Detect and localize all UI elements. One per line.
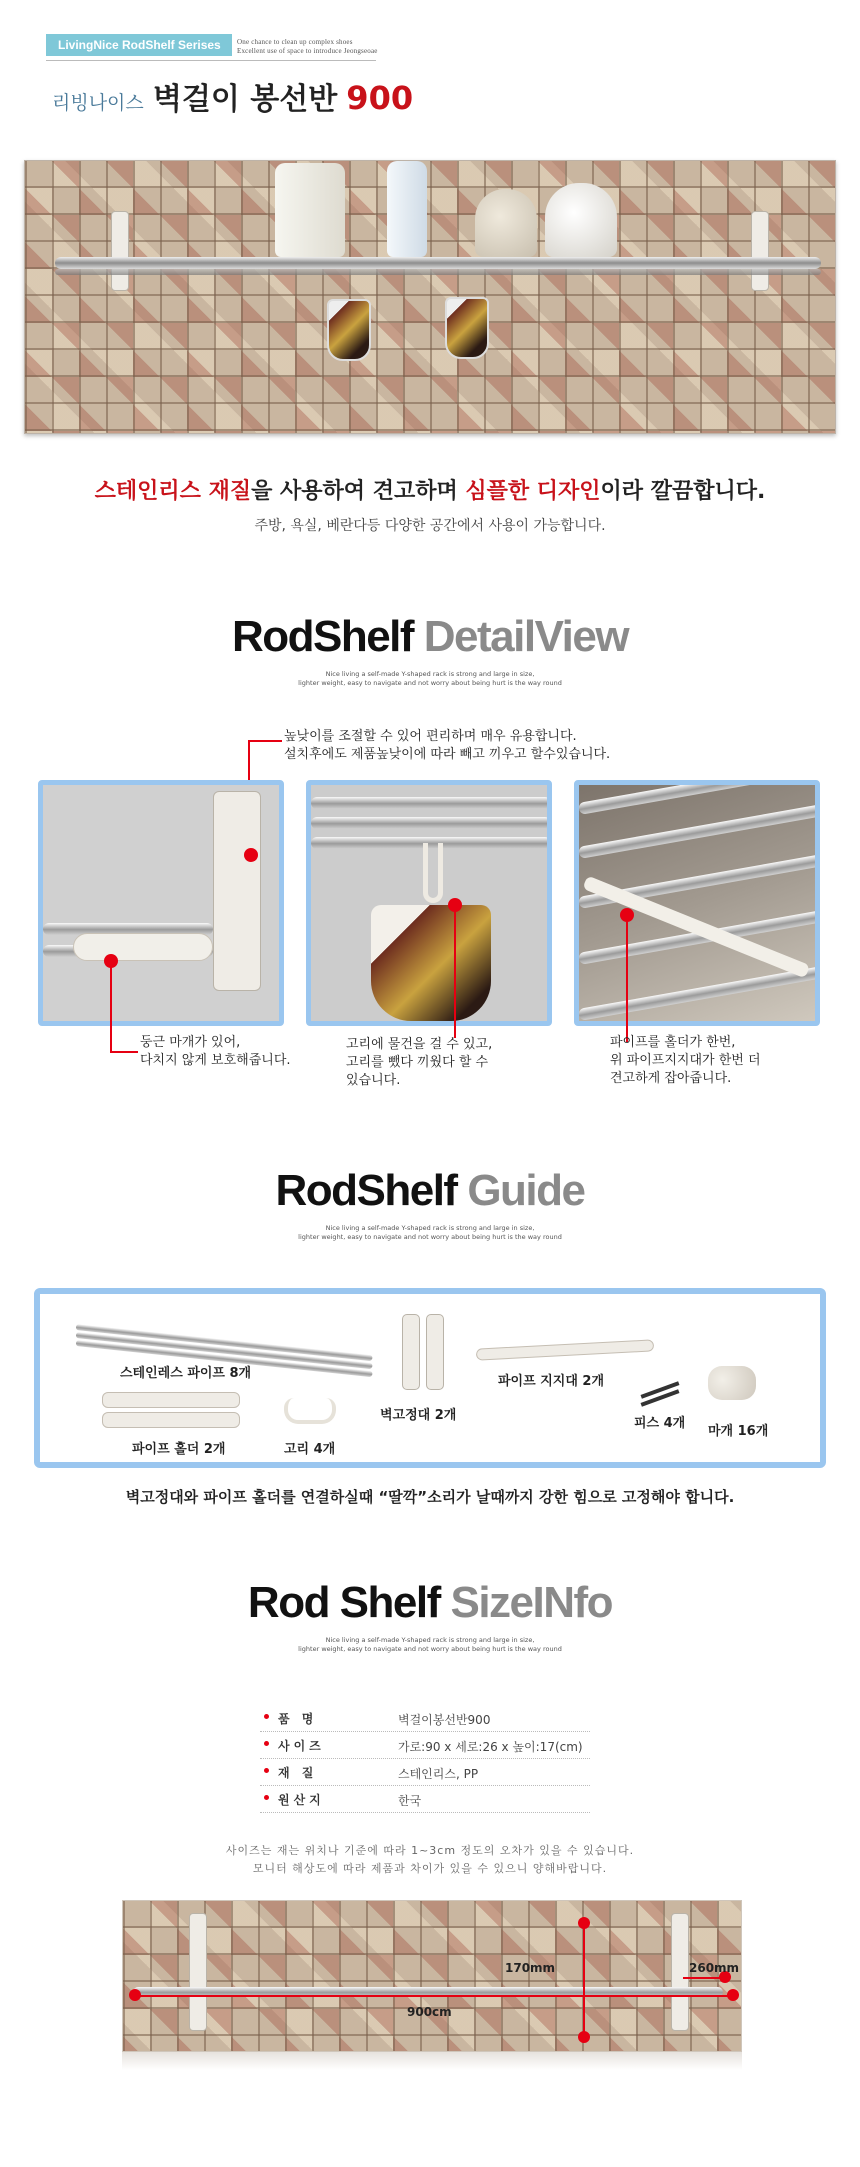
spec-key: 품 명 [278, 1712, 318, 1726]
product-title [52, 74, 413, 118]
leader-line-top-h [248, 740, 282, 742]
hero-product-photo [24, 160, 836, 434]
detail-view-subtext [0, 670, 860, 688]
size-info-subtext-line-2: lighter weight, easy to navigate and not worry about being hurt is the way round [298, 1645, 562, 1653]
product-name: 벽걸이 봉선반 [152, 82, 338, 117]
guide-subtext [0, 1224, 860, 1242]
part-label-wall-bracket: 벽고정대 2개 [380, 1408, 457, 1423]
hero-mug-1 [327, 299, 371, 361]
part-hook-graphic [284, 1398, 336, 1424]
spec-key: 원산지 [278, 1793, 325, 1807]
size-bracket-left [189, 1913, 207, 2031]
guide-subtext-line-1: Nice living a self-made Y-shaped rack is strong and large in size, [325, 1224, 535, 1232]
detail-2-pipe-1 [311, 797, 551, 809]
callout-hook-line-2: 고리를 뺐다 끼웠다 할 수 [346, 1055, 489, 1070]
part-cap-graphic [708, 1366, 756, 1400]
callout-dot-height [244, 848, 258, 862]
guide-heading-dark: RodShelf [275, 1166, 468, 1215]
leader-line-cap-v [110, 962, 112, 1052]
detail-photo-pipe-holder [574, 780, 820, 1026]
header-divider [46, 60, 376, 61]
detail-view-subtext-line-1: Nice living a self-made Y-shaped rack is strong and large in size, [325, 670, 535, 678]
guide-install-note: 벽고정대와 파이프 홀더를 연결하실때 “딸깍”소리가 날때까지 강한 힘으로 고정해야 합니다. [125, 1488, 735, 1506]
leader-line-pipe-holder [626, 916, 628, 1042]
dim-dot-height-bottom [578, 2031, 590, 2043]
part-wall-bracket-graphic-2 [426, 1314, 444, 1390]
sub-tagline: 주방, 욕실, 베란다등 다양한 공간에서 사용이 가능합니다. [254, 518, 606, 534]
hero-towel-2 [545, 183, 617, 257]
guide-heading [0, 1166, 860, 1216]
spec-row-origin [260, 1787, 590, 1813]
part-pipe-holder-graphic-1 [102, 1392, 240, 1408]
dim-line-width [137, 1995, 733, 1997]
dim-label-width: 900cm [407, 2005, 452, 2019]
detail-2-mug [371, 905, 491, 1021]
spec-key: 재 질 [278, 1766, 318, 1780]
part-label-pipe: 스테인레스 파이프 8개 [120, 1366, 252, 1381]
part-wall-bracket-graphic-1 [402, 1314, 420, 1390]
size-dimension-photo [122, 1900, 742, 2052]
callout-pipe-holder-line-2: 위 파이프지지대가 한번 더 [610, 1053, 761, 1068]
callout-height-adjust-line-2: 설치후에도 제품높낮이에 따라 빼고 끼우고 할수있습니다. [284, 747, 611, 762]
part-label-cap: 마개 16개 [708, 1424, 769, 1439]
callout-hook [346, 1036, 492, 1090]
size-note-line-2: 모니터 해상도에 따라 제품과 차이가 있을 수 있으니 양해바랍니다. [252, 1862, 608, 1875]
tagline-text-1: 을 사용하여 견고하며 [251, 479, 466, 504]
spec-bullet [264, 1714, 269, 1719]
part-label-pipe-support: 파이프 지지대 2개 [498, 1374, 605, 1389]
main-tagline [0, 474, 860, 505]
hero-mug-2 [445, 297, 489, 359]
hero-shelf-rail [55, 257, 821, 269]
spec-bullet [264, 1795, 269, 1800]
spec-row-size [260, 1733, 590, 1759]
slogan-line-1: One chance to clean up complex shoes [237, 38, 353, 46]
spec-value: 가로:90 x 세로:26 x 높이:17(cm) [398, 1740, 583, 1754]
part-pipe-support-graphic [476, 1339, 654, 1360]
brand-slogan [237, 38, 378, 56]
spec-key: 사이즈 [278, 1739, 325, 1753]
detail-photo-bracket [38, 780, 284, 1026]
hero-towel-1 [475, 189, 537, 257]
guide-subtext-line-2: lighter weight, easy to navigate and not worry about being hurt is the way round [298, 1233, 562, 1241]
dim-line-height [583, 1923, 585, 2037]
callout-cap-line-1: 둥근 마개가 있어, [140, 1035, 241, 1050]
spec-row-material [260, 1760, 590, 1786]
part-pipe-holder-graphic-2 [102, 1412, 240, 1428]
callout-height-adjust-line-1: 높낮이를 조절할 수 있어 편리하며 매우 유용합니다. [284, 729, 577, 744]
tagline-text-2: 이라 깔끔합니다. [600, 479, 766, 504]
detail-photo-hook [306, 780, 552, 1026]
callout-pipe-holder [610, 1034, 761, 1088]
callout-cap [140, 1034, 291, 1070]
dim-dot-height-top [578, 1917, 590, 1929]
callout-hook-line-3: 있습니다. [346, 1073, 401, 1088]
callout-height-adjust [284, 728, 610, 764]
detail-1-pipe-holder [73, 933, 213, 961]
callout-hook-line-1: 고리에 물건을 걸 수 있고, [346, 1037, 493, 1052]
size-info-heading-dark: Rod Shelf [247, 1578, 451, 1627]
product-model: 900 [346, 79, 414, 117]
dim-label-depth: 260mm [689, 1961, 740, 1975]
detail-1-wall-bracket [213, 791, 261, 991]
size-info-heading-grey: SizeINfo [450, 1578, 613, 1627]
detail-view-subtext-line-2: lighter weight, easy to navigate and not worry about being hurt is the way round [298, 679, 562, 687]
spec-bullet [264, 1768, 269, 1773]
part-label-screw: 피스 4개 [634, 1416, 686, 1431]
tagline-highlight-material: 스테인리스 재질 [94, 479, 252, 504]
slogan-line-2: Excellent use of space to introduce Jeongseoae [237, 47, 378, 55]
leader-line-cap-h [110, 1051, 138, 1053]
brand-name: 리빙나이스 [52, 92, 144, 114]
size-photo-reflection [122, 2052, 742, 2070]
hero-spray-bottle [387, 161, 427, 257]
size-info-subtext [0, 1636, 860, 1654]
hero-wall-bracket-left [111, 211, 129, 291]
detail-view-heading [0, 612, 860, 662]
size-bracket-right [671, 1913, 689, 2031]
spec-row-name [260, 1706, 590, 1732]
detail-view-heading-dark: RodShelf [231, 612, 424, 661]
spec-value: 벽걸이봉선반900 [398, 1713, 491, 1727]
hero-detergent-bottle [275, 163, 345, 257]
guide-parts-panel [34, 1288, 826, 1468]
spec-value: 스테인리스, PP [398, 1767, 479, 1781]
dim-label-height: 170mm [505, 1961, 556, 1975]
part-label-hook: 고리 4개 [284, 1442, 336, 1457]
callout-pipe-holder-line-1: 파이프를 홀더가 한번, [610, 1035, 736, 1050]
spec-value: 한국 [398, 1794, 422, 1808]
detail-view-heading-grey: DetailView [423, 612, 629, 661]
hero-wall-bracket-right [751, 211, 769, 291]
size-note-line-1: 사이즈는 재는 위치나 기준에 따라 1~3cm 정도의 오차가 있을 수 있습니다. [225, 1844, 635, 1857]
brand-badge: LivingNice RodShelf Serises [46, 34, 232, 56]
hero-shelf-rail-lower [55, 269, 821, 275]
size-info-subtext-line-1: Nice living a self-made Y-shaped rack is strong and large in size, [325, 1636, 535, 1644]
dim-dot-width-left [129, 1989, 141, 2001]
callout-cap-line-2: 다치지 않게 보호해줍니다. [140, 1053, 291, 1068]
callout-pipe-holder-line-3: 견고하게 잡아줍니다. [610, 1071, 732, 1086]
leader-line-hook [454, 906, 456, 1038]
spec-bullet [264, 1741, 269, 1746]
tagline-highlight-design: 심플한 디자인 [465, 479, 601, 504]
size-info-heading [0, 1578, 860, 1628]
detail-2-pipe-2 [311, 817, 551, 829]
dim-dot-width-right [727, 1989, 739, 2001]
detail-2-hook [423, 843, 443, 903]
part-label-pipe-holder: 파이프 홀더 2개 [132, 1442, 226, 1457]
guide-heading-grey: Guide [467, 1166, 585, 1215]
